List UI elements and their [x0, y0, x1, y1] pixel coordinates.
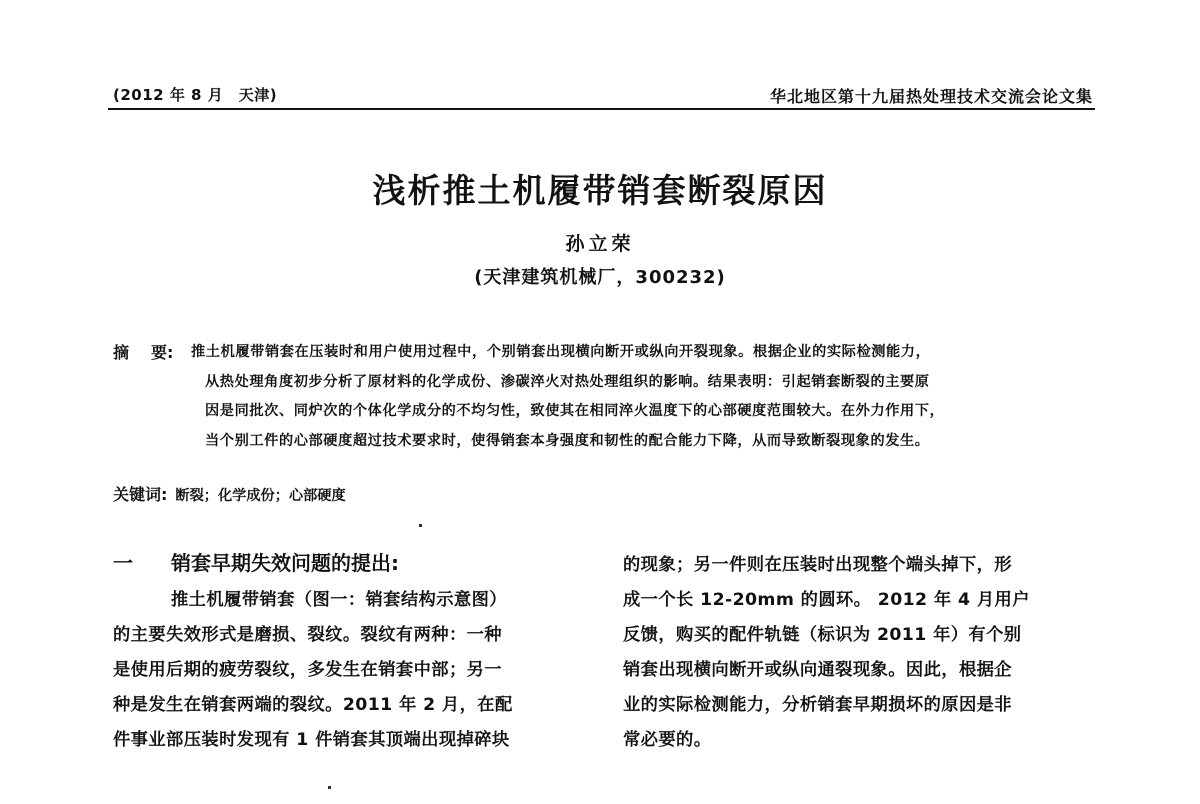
abstract-text: [191, 338, 1096, 456]
abstract-line: 推土机履带销套在压装时和用户使用过程中，个别销套出现横向断开或纵向开裂现象。根据企业的实际检测能力，: [191, 344, 931, 360]
running-header: [113, 84, 1093, 108]
section-number: 一: [113, 551, 133, 575]
body-line: 常必要的。: [623, 730, 712, 750]
running-header-date-place: (2012 年 8 月 天津): [113, 86, 278, 104]
keywords-value: 断裂；化学成份；心部硬度: [175, 488, 346, 504]
abstract-label-part-1: 摘: [113, 343, 130, 362]
body-line: 的现象；另一件则在压装时出现整个端头掉下，形: [623, 555, 1012, 575]
section-title: 销套早期失效问题的提出:: [171, 551, 399, 575]
body-line: 业的实际检测能力，分析销套早期损坏的原因是非: [623, 695, 1012, 715]
paper-affiliation: (天津建筑机械厂，300232): [474, 267, 726, 288]
body-line: 的主要失效形式是磨损、裂纹。裂纹有两种：一种: [113, 625, 502, 645]
body-line: 反馈，购买的配件轨链（标识为 2011 年）有个别: [623, 625, 1022, 645]
keywords: [113, 482, 346, 505]
scan-speck: [328, 786, 331, 789]
body-column-right: [623, 548, 1093, 758]
body-line: 推土机履带销套（图一：销套结构示意图）: [171, 590, 507, 610]
abstract-label: [113, 338, 173, 368]
running-header-proceedings-title: 华北地区第十九届热处理技术交流会论文集: [769, 87, 1093, 106]
abstract-line: 当个别工件的心部硬度超过技术要求时，使得销套本身强度和韧性的配合能力下降，从而导致断裂现象的发生。: [205, 432, 930, 449]
body-column-left: [113, 548, 583, 758]
abstract-line: 从热处理角度初步分析了原材料的化学成份、渗碳淬火对热处理组织的影响。结果表明：引起销套断裂的主要原: [205, 373, 930, 390]
abstract-line: 因是同批次、同炉次的个体化学成分的不均匀性，致使其在相同淬火温度下的心部硬度范围较大。在外力作用下，: [205, 403, 945, 419]
body-line: 件事业部压装时发现有 1 件销套其顶端出现掉碎块: [113, 730, 510, 750]
header-rule: [108, 108, 1095, 110]
body-line: 成一个长 12-20mm 的圆环。 2012 年 4 月用户: [623, 590, 1030, 610]
paper-author: 孙立荣: [565, 233, 635, 255]
body-line: 销套出现横向断开或纵向通裂现象。因此，根据企: [623, 660, 1012, 680]
scan-speck: [419, 524, 422, 527]
section-heading: [113, 548, 583, 583]
paper-title: 浅析推土机履带销套断裂原因: [372, 171, 828, 210]
keywords-label: 关键词:: [113, 485, 168, 504]
body-line: 是使用后期的疲劳裂纹，多发生在销套中部；另一: [113, 660, 502, 680]
body-line: 种是发生在销套两端的裂纹。2011 年 2 月，在配: [113, 695, 513, 715]
abstract-label-part-2: 要:: [151, 343, 174, 362]
